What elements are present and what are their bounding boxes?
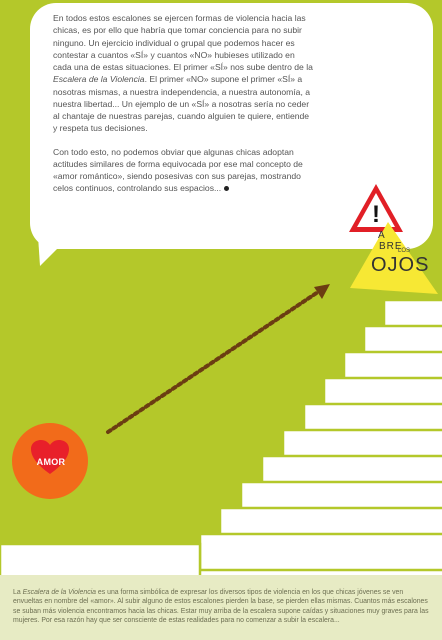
stair-step-1 (200, 534, 442, 570)
warning-exclamation: ! (372, 201, 380, 228)
dotted-arrow-line (108, 292, 318, 432)
amor-label: AMOR (36, 457, 66, 467)
badge-line-4: OJOS (371, 254, 430, 276)
amor-circle (12, 423, 88, 499)
footer-text (13, 588, 429, 626)
badge-line-3: LOS (398, 248, 411, 254)
paragraph-1-text: En todos estos escalones se ejercen formas de violencia hacia las chicas, es por ello que habría que tomar conciencia para no subir ninguno. Un ejercicio individual o grupal que podemos hacer es contestar a cuantos «SÍ» y cuantos «NO» hubieses utilizado en cada una de estas situaciones. El primer «SÍ» nos sube dentro de la (53, 13, 313, 72)
badge-line-2: BRE (379, 241, 403, 252)
footer-box (0, 575, 442, 640)
stair-base (0, 544, 200, 579)
badge-line-1: A (378, 230, 386, 241)
footer-emphasis: Escalera de la Violencia (22, 589, 97, 596)
paragraph-1-emphasis: Escalera de la Violencia (53, 74, 145, 85)
footer-body: es una forma simbólica de expresar los diversos tipos de violencia en los que chicas jóvenes se ven envueltas en nombre del «amor». Al subir alguno de estos escalones pierden la base, se pierden ellas mismas. Cuantos más escalones se suban más violencia encontramos hacia las chicas. Estar muy arriba de la escalera supone caídas y situaciones muy graves para las mujeres. Por esa razón hay que ser consciente de estas realidades para no comenzar a subir la escalera... (13, 589, 429, 625)
paragraph-1-text-end: . El primer «NO» supone el primer «SÍ» a nosotras mismas, a nuestra independencia, a nuestra autonomía, a nuestra libertad... Un ejemplo de un «SÍ» a nosotras sería no ceder al chantaje de nuestras parejas, cuando alguien te quiere, entiende y respeta tus decisiones. (53, 74, 311, 134)
footer-lead: La (13, 589, 23, 596)
paragraph-2-text: Con todo esto, no podemos obviar que algunas chicas adoptan actitudes similares de forma equivocada por ese mal concepto de «amor romántico», siendo posesivas con sus parejas, mostrando celos continuos, controlando sus espacios... (53, 146, 303, 194)
